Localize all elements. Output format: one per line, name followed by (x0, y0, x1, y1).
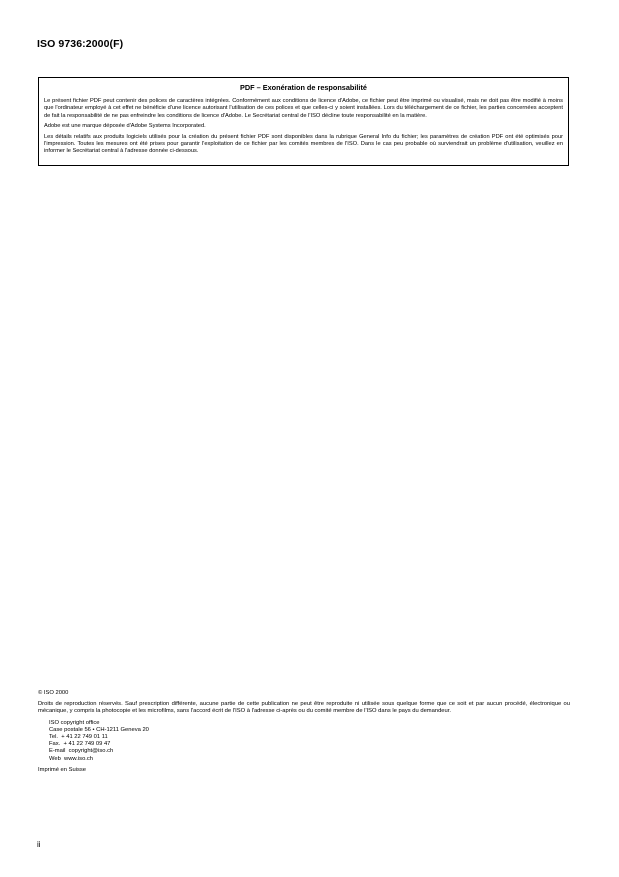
reproduction-rights-paragraph: Droits de reproduction réservés. Sauf prescription différente, aucune partie de cette publication ne peut être reproduite ni utilisée sous quelque forme que ce soit et par aucun procédé, électronique ou mécanique, y compris la photocopie et les microfilms, sans l'accord écrit de l'ISO à l'adresse ci-après ou du comité membre de l'ISO dans le pays du demandeur. (38, 701, 570, 715)
copyright-notice: © ISO 2000 (38, 690, 69, 696)
disclaimer-paragraph-fonts: Le présent fichier PDF peut contenir des polices de caractères intégrées. Conformément aux conditions de licence d'Adobe, ce fichier peut être imprimé ou visualisé, mais ne doit pas être modifié à moins que l'ordinateur employé à cet effet ne bénéficie d'une licence autorisant l'utilisation de ces polices et que celles-ci y soient installées. Lors du téléchargement de ce fichier, les parties concernées acceptent de fait la responsabilité de ne pas enfreindre les conditions de licence d'Adobe. Le Secrétariat central de l'ISO décline toute responsabilité en la matière. (44, 98, 563, 119)
address-email: E-mail copyright@iso.ch (49, 748, 114, 755)
address-telephone: Tel. + 41 22 749 01 11 (49, 734, 108, 741)
printed-in-note: Imprimé en Suisse (38, 766, 87, 773)
disclaimer-paragraph-trademark: Adobe est une marque déposée d'Adobe Systems Incorporated. (44, 123, 206, 130)
disclaimer-title: PDF – Exonération de responsabilité (240, 83, 367, 92)
pdf-disclaimer-box (38, 77, 569, 166)
copyright-section (38, 690, 570, 774)
document-id-header: ISO 9736:2000(F) (37, 38, 124, 50)
address-postal: Case postale 56 • CH-1211 Geneva 20 (49, 726, 149, 733)
iso-address-block (38, 720, 570, 763)
address-web: Web www.iso.ch (49, 755, 94, 762)
disclaimer-paragraph-software: Les détails relatifs aux produits logiciels utilisés pour la création du présent fichier PDF sont disponibles dans la rubrique General Info du fichier; les paramètres de création PDF ont été optimisés pour l'impression. Toutes les mesures ont été prises pour garantir l'exploitation de ce fichier par les comités membres de l'ISO. Dans le cas peu probable où surviendrait un problème d'utilisation, veuillez en informer le Secrétariat central à l'adresse donnée ci-dessous. (44, 133, 563, 155)
page-number: ii (37, 840, 41, 849)
address-office: ISO copyright office (49, 719, 100, 726)
address-fax: Fax. + 41 22 749 09 47 (49, 741, 111, 748)
